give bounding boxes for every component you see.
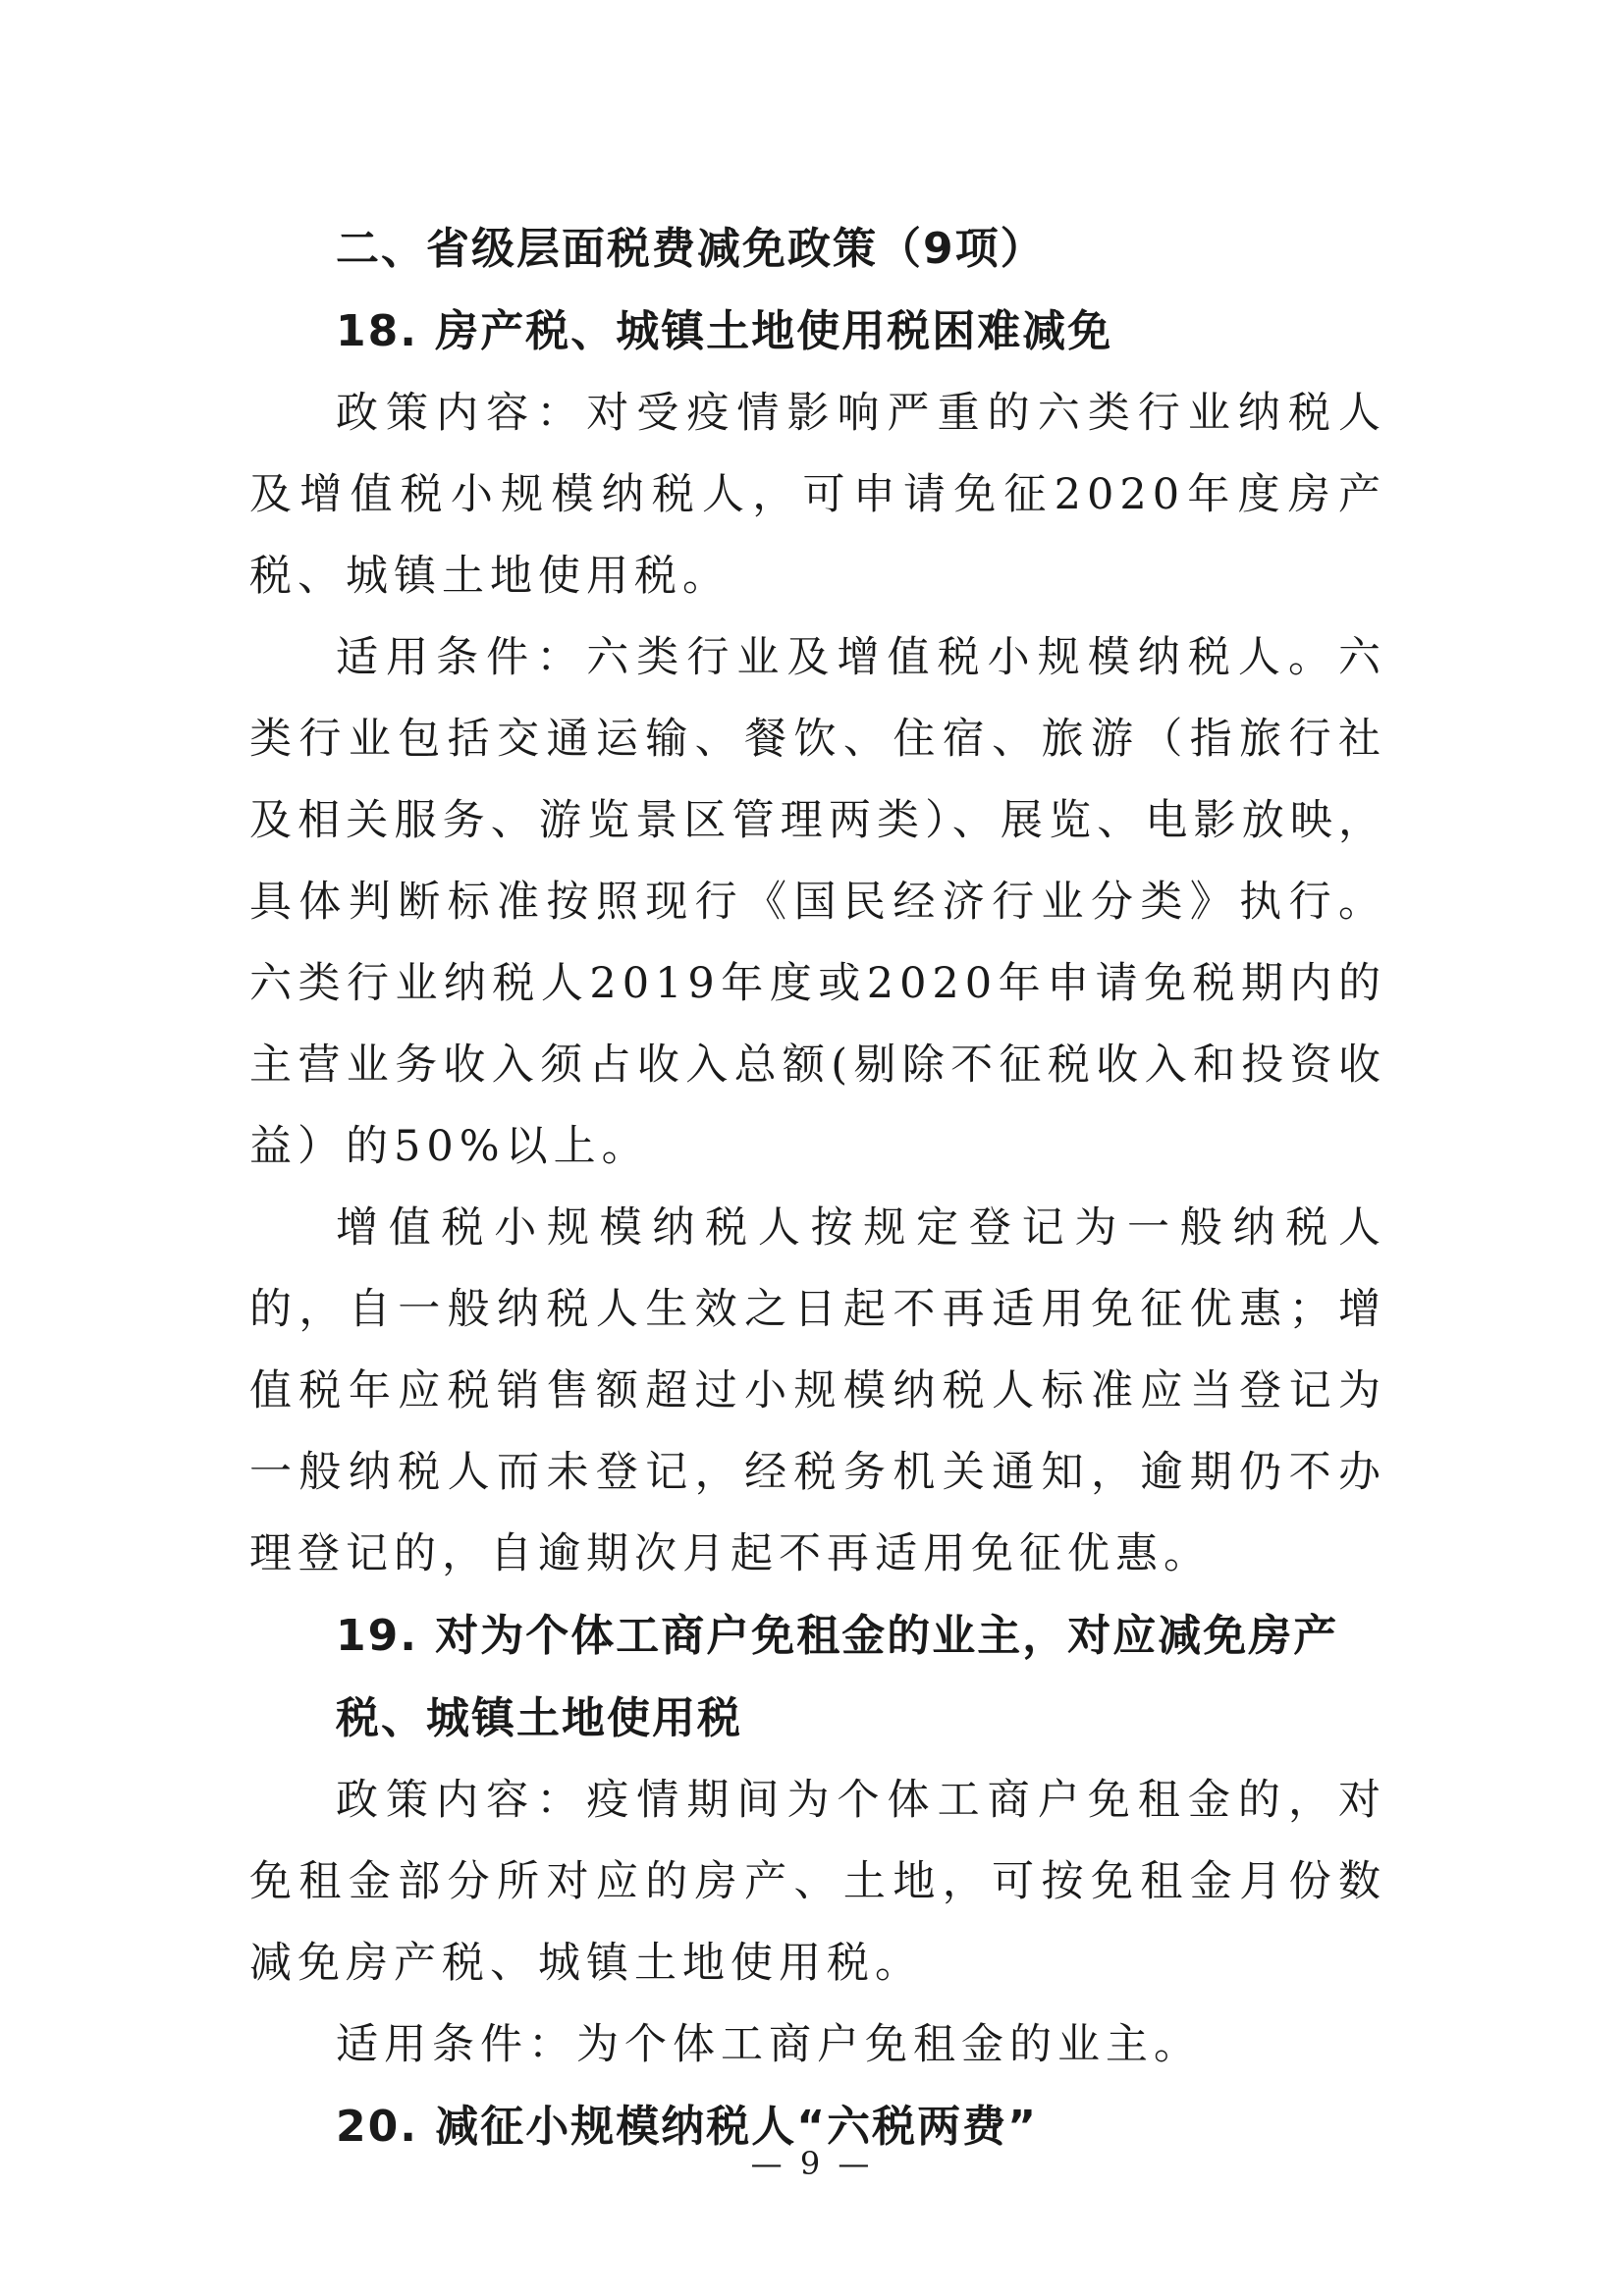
item-18-policy-content: 政策内容：对受疫情影响严重的六类行业纳税人及增值税小规模纳税人，可申请免征2020年度房产税、城镇土地使用税。 bbox=[249, 389, 1386, 601]
item-18-applicable-conditions: 适用条件：六类行业及增值税小规模纳税人。六类行业包括交通运输、餐饮、住宿、旅游（指旅行社及相关服务、游览景区管理两类）、展览、电影放映，具体判断标准按照现行《国民经济行业分类》执行。六类行业纳税人2019年度或2020年申请免税期内的主营业务收入须占收入总额(剔除不征税收入和投资收益）的50%以上。 bbox=[249, 633, 1386, 1171]
item-19-applicable-conditions: 适用条件：为个体工商户免租金的业主。 bbox=[336, 2020, 1202, 2069]
item-19-policy-content: 政策内容：疫情期间为个体工商户免租金的，对免租金部分所对应的房产、土地，可按免租金月份数减免房产税、城镇土地使用税。 bbox=[249, 1776, 1386, 1988]
item-20-heading: 20. 减征小规模纳税人“六税两费” bbox=[336, 2102, 1039, 2152]
document-body bbox=[249, 208, 1386, 2168]
item-19-heading: 19. 对为个体工商户免租金的业主，对应减免房产税、城镇土地使用税 bbox=[336, 1611, 1339, 1743]
item-18-heading: 18. 房产税、城镇土地使用税困难减免 bbox=[336, 306, 1113, 356]
item-18-small-scale-note: 增值税小规模纳税人按规定登记为一般纳税人的，自一般纳税人生效之日起不再适用免征优惠；增值税年应税销售额超过小规模纳税人标准应当登记为一般纳税人而未登记，经税务机关通知，逾期仍不办理登记的，自逾期次月起不再适用免征优惠。 bbox=[249, 1203, 1386, 1578]
section-heading: 二、省级层面税费减免政策（9项） bbox=[336, 224, 1046, 274]
page-number: — 9 — bbox=[750, 2145, 874, 2182]
